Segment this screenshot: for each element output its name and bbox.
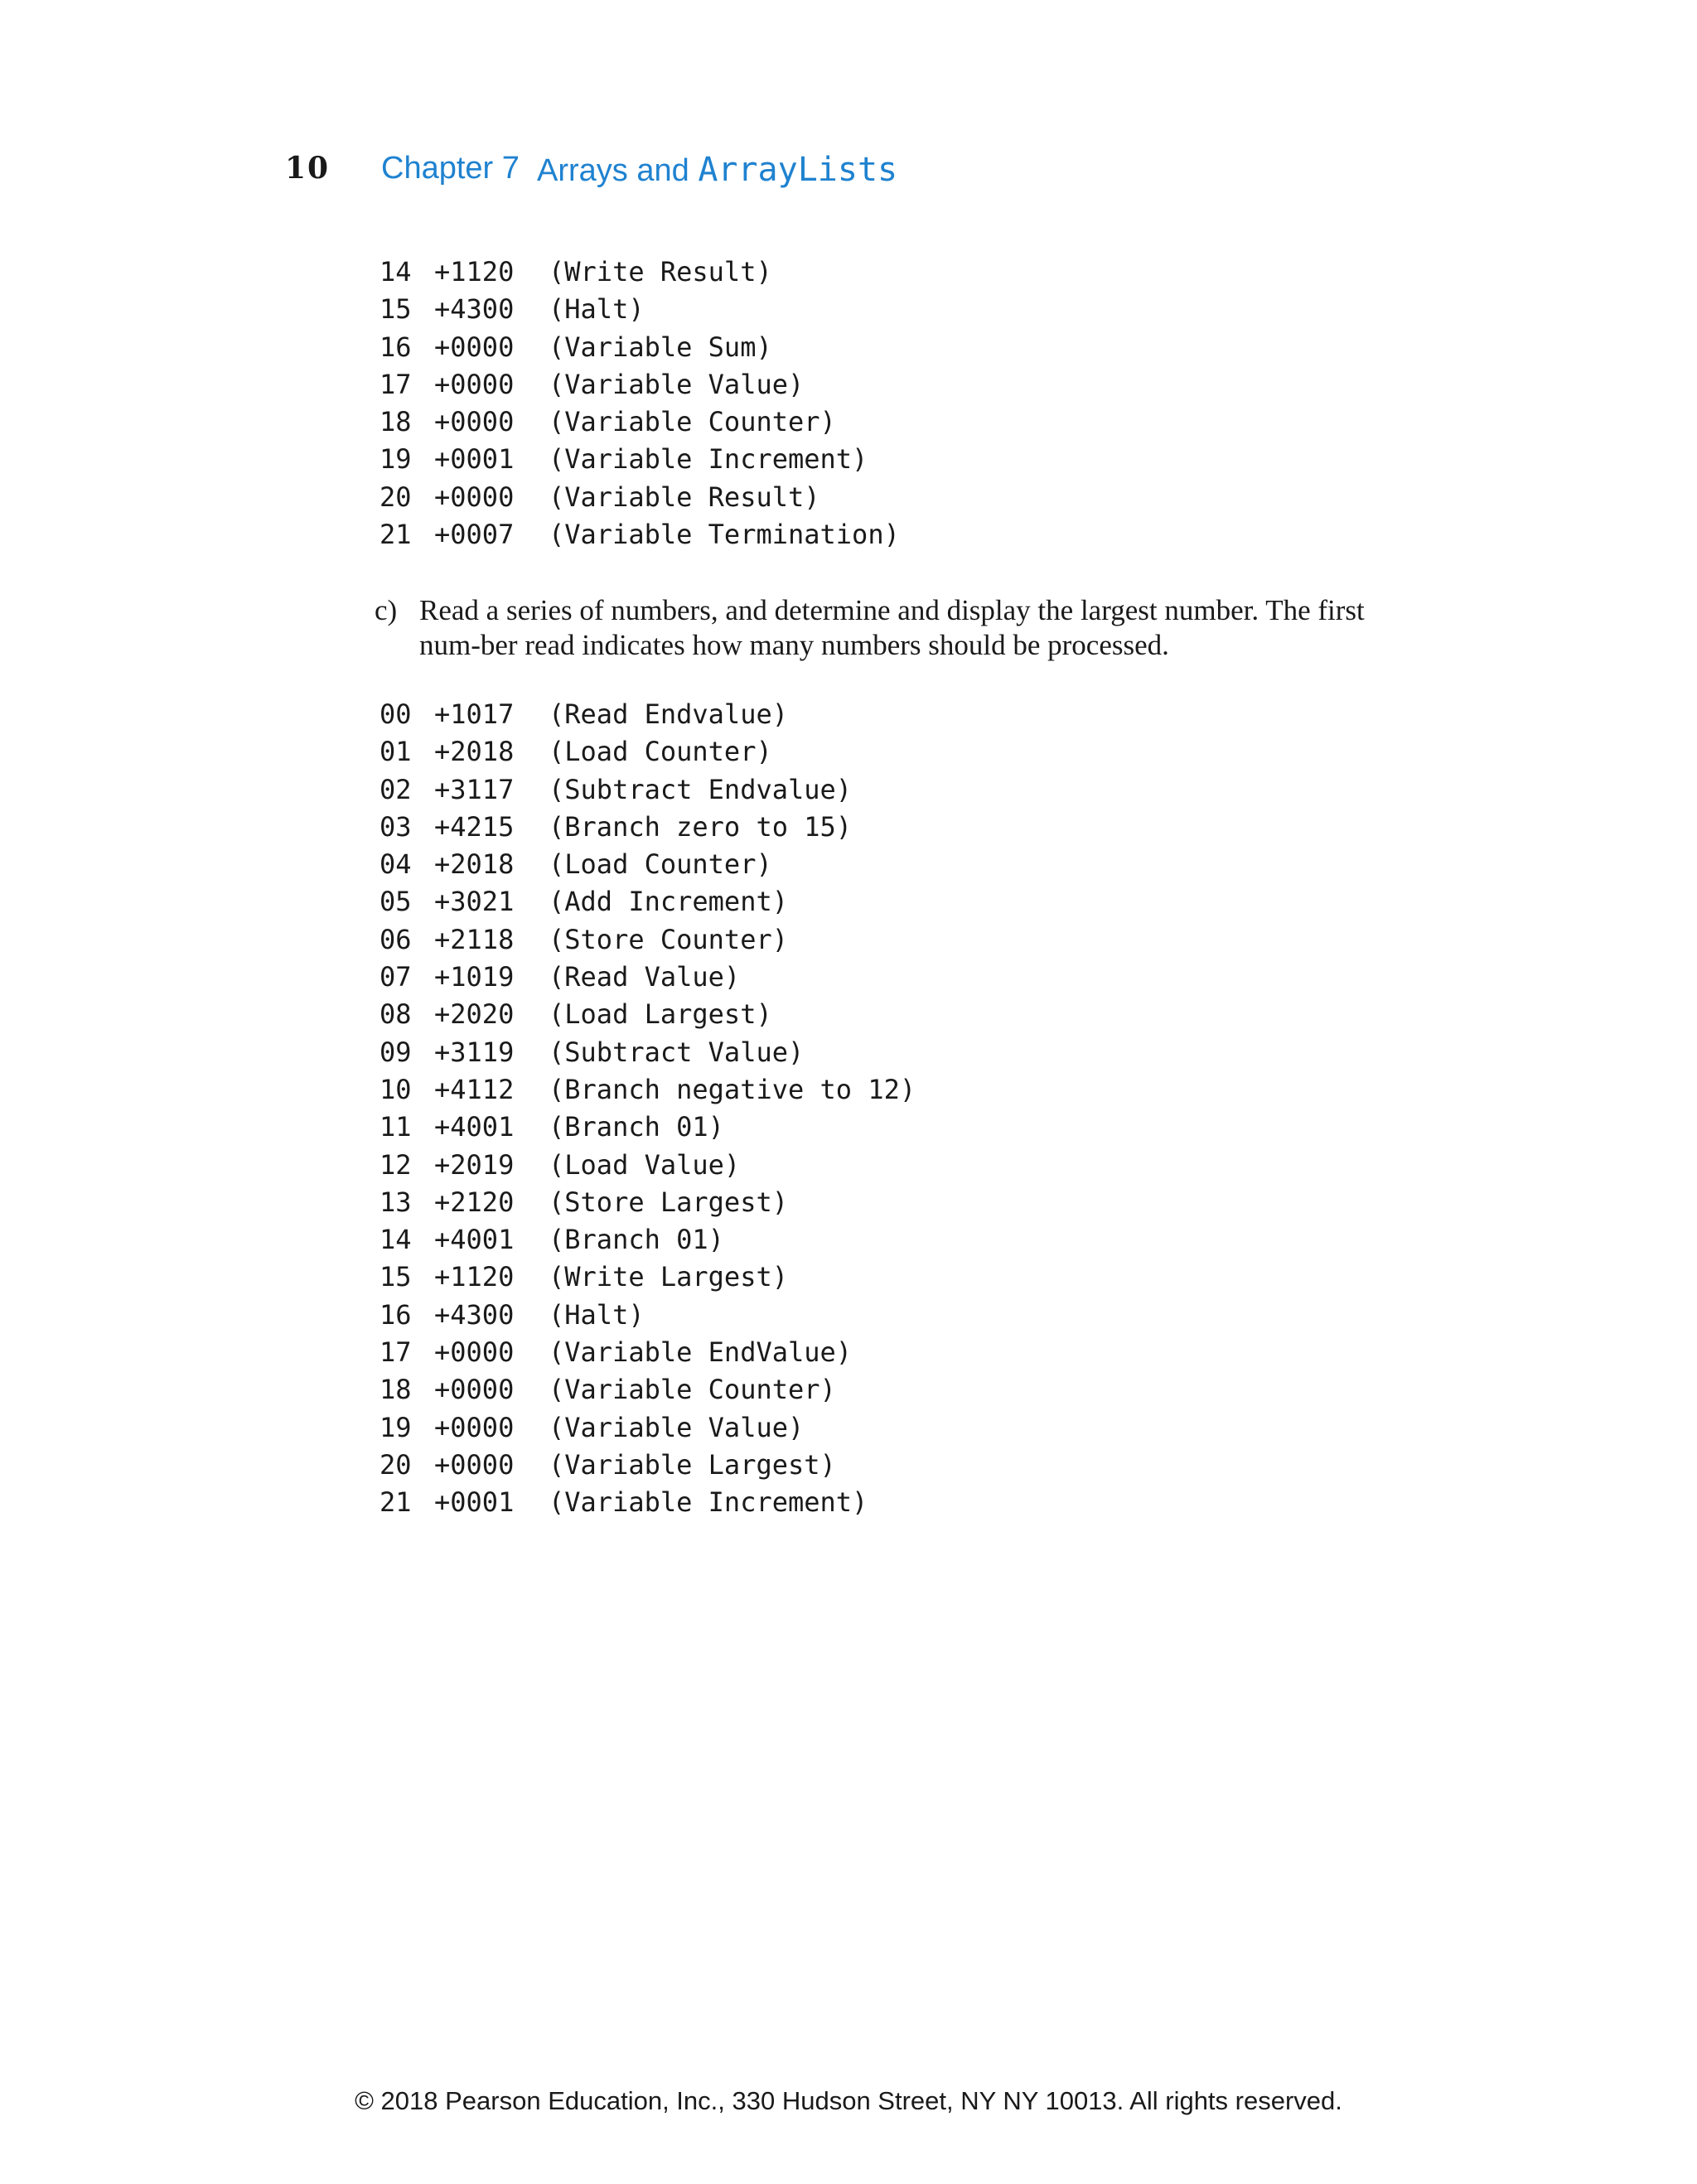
code-address: 16 [380, 1298, 412, 1331]
code-address: 02 [380, 773, 412, 805]
code-comment: (Variable Value) [549, 1411, 805, 1443]
chapter-title [537, 151, 897, 189]
code-comment: (Variable EndValue) [549, 1336, 853, 1369]
code-word: +4215 [434, 810, 515, 843]
code-word: +2018 [434, 848, 515, 881]
code-word: +0000 [434, 368, 515, 400]
code-word: +1017 [434, 698, 515, 730]
code-word: +3117 [434, 773, 515, 805]
code-word: +0001 [434, 1486, 515, 1519]
code-comment: (Variable Counter) [549, 406, 836, 438]
code-word: +0000 [434, 1336, 515, 1369]
code-address: 10 [380, 1073, 412, 1105]
code-comment: (Variable Termination) [549, 519, 900, 551]
copyright-footer: © 2018 Pearson Education, Inc., 330 Hudson Street, NY NY 10013. All rights reserved. [355, 2086, 1342, 2115]
code-address: 08 [380, 998, 412, 1031]
code-address: 21 [380, 1486, 412, 1519]
code-address: 05 [380, 886, 412, 918]
code-word: +0000 [434, 481, 515, 513]
code-address: 09 [380, 1036, 412, 1068]
code-address: 15 [380, 293, 412, 326]
code-comment: (Read Value) [549, 961, 741, 993]
code-word: +3021 [434, 886, 515, 918]
code-address: 17 [380, 368, 412, 400]
code-address: 06 [380, 923, 412, 955]
code-word: +2019 [434, 1148, 515, 1181]
code-comment: (Store Counter) [549, 923, 788, 955]
code-address: 17 [380, 1336, 412, 1369]
chapter-title-code: ArrayLists [698, 151, 898, 189]
code-comment: (Read Endvalue) [549, 698, 788, 730]
code-address: 20 [380, 1448, 412, 1481]
code-comment: (Variable Largest) [549, 1448, 836, 1481]
code-comment: (Variable Increment) [549, 1486, 868, 1519]
code-comment: (Variable Increment) [549, 443, 868, 476]
code-address: 16 [380, 331, 412, 363]
code-comment: (Variable Result) [549, 481, 820, 513]
code-comment: (Write Result) [549, 256, 772, 287]
code-comment: (Branch 01) [549, 1111, 724, 1143]
code-word: +4300 [434, 293, 515, 326]
code-word: +0000 [434, 1448, 515, 1481]
code-comment: (Variable Sum) [549, 331, 772, 363]
code-comment: (Variable Value) [549, 368, 805, 400]
code-word: +0007 [434, 519, 515, 551]
code-word: +1120 [434, 1261, 515, 1293]
code-address: 18 [380, 1374, 412, 1406]
code-word: +4300 [434, 1298, 515, 1331]
code-comment: (Load Value) [549, 1148, 741, 1181]
code-address: 00 [380, 698, 412, 730]
code-word: +0001 [434, 443, 515, 476]
code-comment: (Branch zero to 15) [549, 810, 853, 843]
code-address: 12 [380, 1148, 412, 1181]
code-address: 21 [380, 519, 412, 551]
code-word: +0000 [434, 406, 515, 438]
code-address: 01 [380, 736, 412, 768]
code-word: +0000 [434, 331, 515, 363]
code-address: 13 [380, 1186, 412, 1218]
page-header [0, 151, 1697, 201]
code-comment: (Subtract Value) [549, 1036, 805, 1068]
code-word: +0000 [434, 1411, 515, 1443]
code-comment: (Subtract Endvalue) [549, 773, 853, 805]
code-word: +4001 [434, 1224, 515, 1256]
page-number: 10 [285, 151, 331, 186]
code-word: +1120 [434, 256, 515, 287]
chapter-label: Chapter 7 [381, 151, 520, 186]
code-comment: (Halt) [549, 1298, 645, 1331]
code-address: 18 [380, 406, 412, 438]
code-address: 15 [380, 1261, 412, 1293]
code-comment: (Add Increment) [549, 886, 788, 918]
code-word: +2020 [434, 998, 515, 1031]
code-word: +2118 [434, 923, 515, 955]
code-comment: (Load Largest) [549, 998, 772, 1031]
code-comment: (Halt) [549, 293, 645, 326]
code-word: +0000 [434, 1374, 515, 1406]
chapter-title-text: Arrays and [537, 153, 689, 188]
code-comment: (Branch 01) [549, 1224, 724, 1256]
code-comment: (Store Largest) [549, 1186, 788, 1218]
code-address: 04 [380, 848, 412, 881]
code-word: +2120 [434, 1186, 515, 1218]
code-comment: (Load Counter) [549, 736, 772, 768]
problem-marker: c) [375, 594, 398, 626]
code-comment: (Write Largest) [549, 1261, 788, 1293]
code-address: 20 [380, 481, 412, 513]
code-address: 19 [380, 1411, 412, 1443]
code-word: +4001 [434, 1111, 515, 1143]
code-comment: (Branch negative to 12) [549, 1073, 916, 1105]
code-address: 19 [380, 443, 412, 476]
code-address: 14 [380, 256, 412, 287]
code-comment: (Load Counter) [549, 848, 772, 881]
code-address: 14 [380, 1224, 412, 1256]
code-address: 07 [380, 961, 412, 993]
code-word: +4112 [434, 1073, 515, 1105]
code-word: +3119 [434, 1036, 515, 1068]
code-address: 03 [380, 810, 412, 843]
code-word: +2018 [434, 736, 515, 768]
problem-text: Read a series of numbers, and determine and display the largest number. The first num-ber read indicates how many numbers should be processed. [419, 594, 1365, 661]
code-address: 11 [380, 1111, 412, 1143]
code-comment: (Variable Counter) [549, 1374, 836, 1406]
code-word: +1019 [434, 961, 515, 993]
